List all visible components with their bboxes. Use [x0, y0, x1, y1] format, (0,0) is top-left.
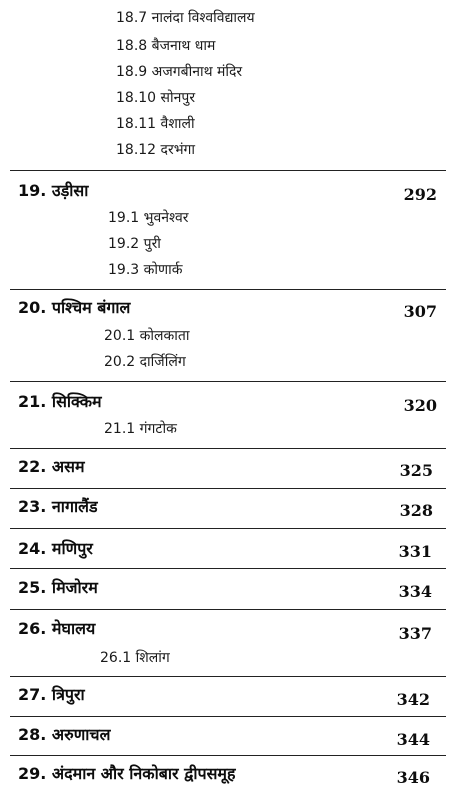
- subitem-title: गंगटोक: [139, 421, 177, 437]
- chapter-title: पश्चिम बंगाल: [51, 298, 131, 317]
- subitem-title: दार्जिलिंग: [139, 354, 186, 370]
- section-divider: [10, 568, 446, 569]
- chapter-title: उड़ीसा: [51, 181, 89, 200]
- toc-subitem: [116, 88, 195, 107]
- subitem-title: शिलांग: [135, 650, 170, 666]
- toc-subitem: [104, 419, 177, 438]
- toc-chapter-heading: [18, 495, 98, 517]
- chapter-number: 25.: [18, 578, 47, 597]
- toc-subitem: [100, 648, 170, 667]
- chapter-number: 28.: [18, 725, 47, 744]
- subitem-title: कोणार्क: [143, 262, 183, 278]
- chapter-title: मणिपुर: [51, 539, 93, 558]
- subitem-number: 18.7: [116, 10, 148, 26]
- toc-chapter-heading: [18, 537, 93, 559]
- subitem-number: 18.12: [116, 142, 157, 158]
- toc-chapter-heading: [18, 723, 110, 745]
- chapter-title: असम: [51, 457, 85, 476]
- chapter-title: नागालैंड: [51, 497, 98, 516]
- section-divider: [10, 676, 446, 677]
- toc-subitem: [108, 260, 183, 279]
- toc-chapter-heading: [18, 296, 130, 318]
- chapter-title: मेघालय: [51, 619, 96, 638]
- subitem-title: अजगबीनाथ मंदिर: [151, 64, 243, 80]
- subitem-title: कोलकाता: [139, 328, 190, 344]
- toc-subitem: [108, 234, 161, 253]
- chapter-page-number: 307: [403, 302, 437, 321]
- chapter-number: 20.: [18, 298, 47, 317]
- subitem-title: दरभंगा: [160, 142, 196, 158]
- section-divider: [10, 170, 446, 171]
- toc-chapter-heading: [18, 390, 102, 412]
- subitem-number: 26.1: [100, 650, 132, 666]
- chapter-title: सिक्किम: [51, 392, 102, 411]
- subitem-number: 18.8: [116, 38, 148, 54]
- subitem-number: 18.11: [116, 116, 157, 132]
- chapter-number: 21.: [18, 392, 47, 411]
- chapter-title: त्रिपुरा: [51, 685, 85, 704]
- section-divider: [10, 381, 446, 382]
- subitem-number: 20.1: [104, 328, 136, 344]
- chapter-title: अरुणाचल: [51, 725, 111, 744]
- toc-subitem: [104, 352, 186, 371]
- chapter-number: 24.: [18, 539, 47, 558]
- chapter-number: 19.: [18, 181, 47, 200]
- subitem-number: 21.1: [104, 421, 136, 437]
- chapter-title: मिजोरम: [51, 578, 98, 597]
- toc-subitem: [116, 62, 242, 81]
- toc-subitem: [116, 8, 255, 27]
- toc-subitem: [116, 36, 215, 55]
- chapter-number: 22.: [18, 457, 47, 476]
- toc-chapter-heading: [18, 762, 235, 784]
- toc-subitem: [116, 114, 195, 133]
- toc-subitem: [116, 140, 195, 159]
- toc-subitem: [104, 326, 189, 345]
- toc-chapter-heading: [18, 179, 88, 201]
- subitem-number: 18.9: [116, 64, 148, 80]
- chapter-number: 23.: [18, 497, 47, 516]
- subitem-title: पुरी: [143, 236, 161, 252]
- chapter-number: 26.: [18, 619, 47, 638]
- chapter-number: 29.: [18, 764, 47, 783]
- section-divider: [10, 448, 446, 449]
- chapter-page-number: 342: [396, 690, 430, 709]
- subitem-title: सोनपुर: [160, 90, 196, 106]
- toc-chapter-heading: [18, 576, 98, 598]
- subitem-number: 20.2: [104, 354, 136, 370]
- section-divider: [10, 755, 446, 756]
- toc-subitem: [108, 208, 188, 227]
- subitem-number: 18.10: [116, 90, 157, 106]
- chapter-page-number: 328: [399, 501, 433, 520]
- section-divider: [10, 528, 446, 529]
- chapter-page-number: 344: [396, 730, 430, 749]
- chapter-page-number: 334: [398, 582, 432, 601]
- section-divider: [10, 289, 446, 290]
- subitem-title: वैशाली: [160, 116, 195, 132]
- section-divider: [10, 488, 446, 489]
- subitem-number: 19.2: [108, 236, 140, 252]
- chapter-page-number: 320: [403, 396, 437, 415]
- subitem-title: नालंदा विश्वविद्यालय: [151, 10, 255, 26]
- toc-chapter-heading: [18, 683, 85, 705]
- toc-chapter-heading: [18, 455, 85, 477]
- chapter-page-number: 331: [398, 542, 432, 561]
- chapter-page-number: 292: [403, 185, 437, 204]
- chapter-title: अंदमान और निकोबार द्वीपसमूह: [51, 764, 236, 783]
- subitem-number: 19.1: [108, 210, 140, 226]
- subitem-title: भुवनेश्वर: [143, 210, 189, 226]
- chapter-page-number: 325: [399, 461, 433, 480]
- chapter-page-number: 337: [398, 624, 432, 643]
- toc-chapter-heading: [18, 617, 95, 639]
- subitem-number: 19.3: [108, 262, 140, 278]
- section-divider: [10, 609, 446, 610]
- section-divider: [10, 716, 446, 717]
- chapter-number: 27.: [18, 685, 47, 704]
- subitem-title: बैजनाथ धाम: [151, 38, 216, 54]
- chapter-page-number: 346: [396, 768, 430, 787]
